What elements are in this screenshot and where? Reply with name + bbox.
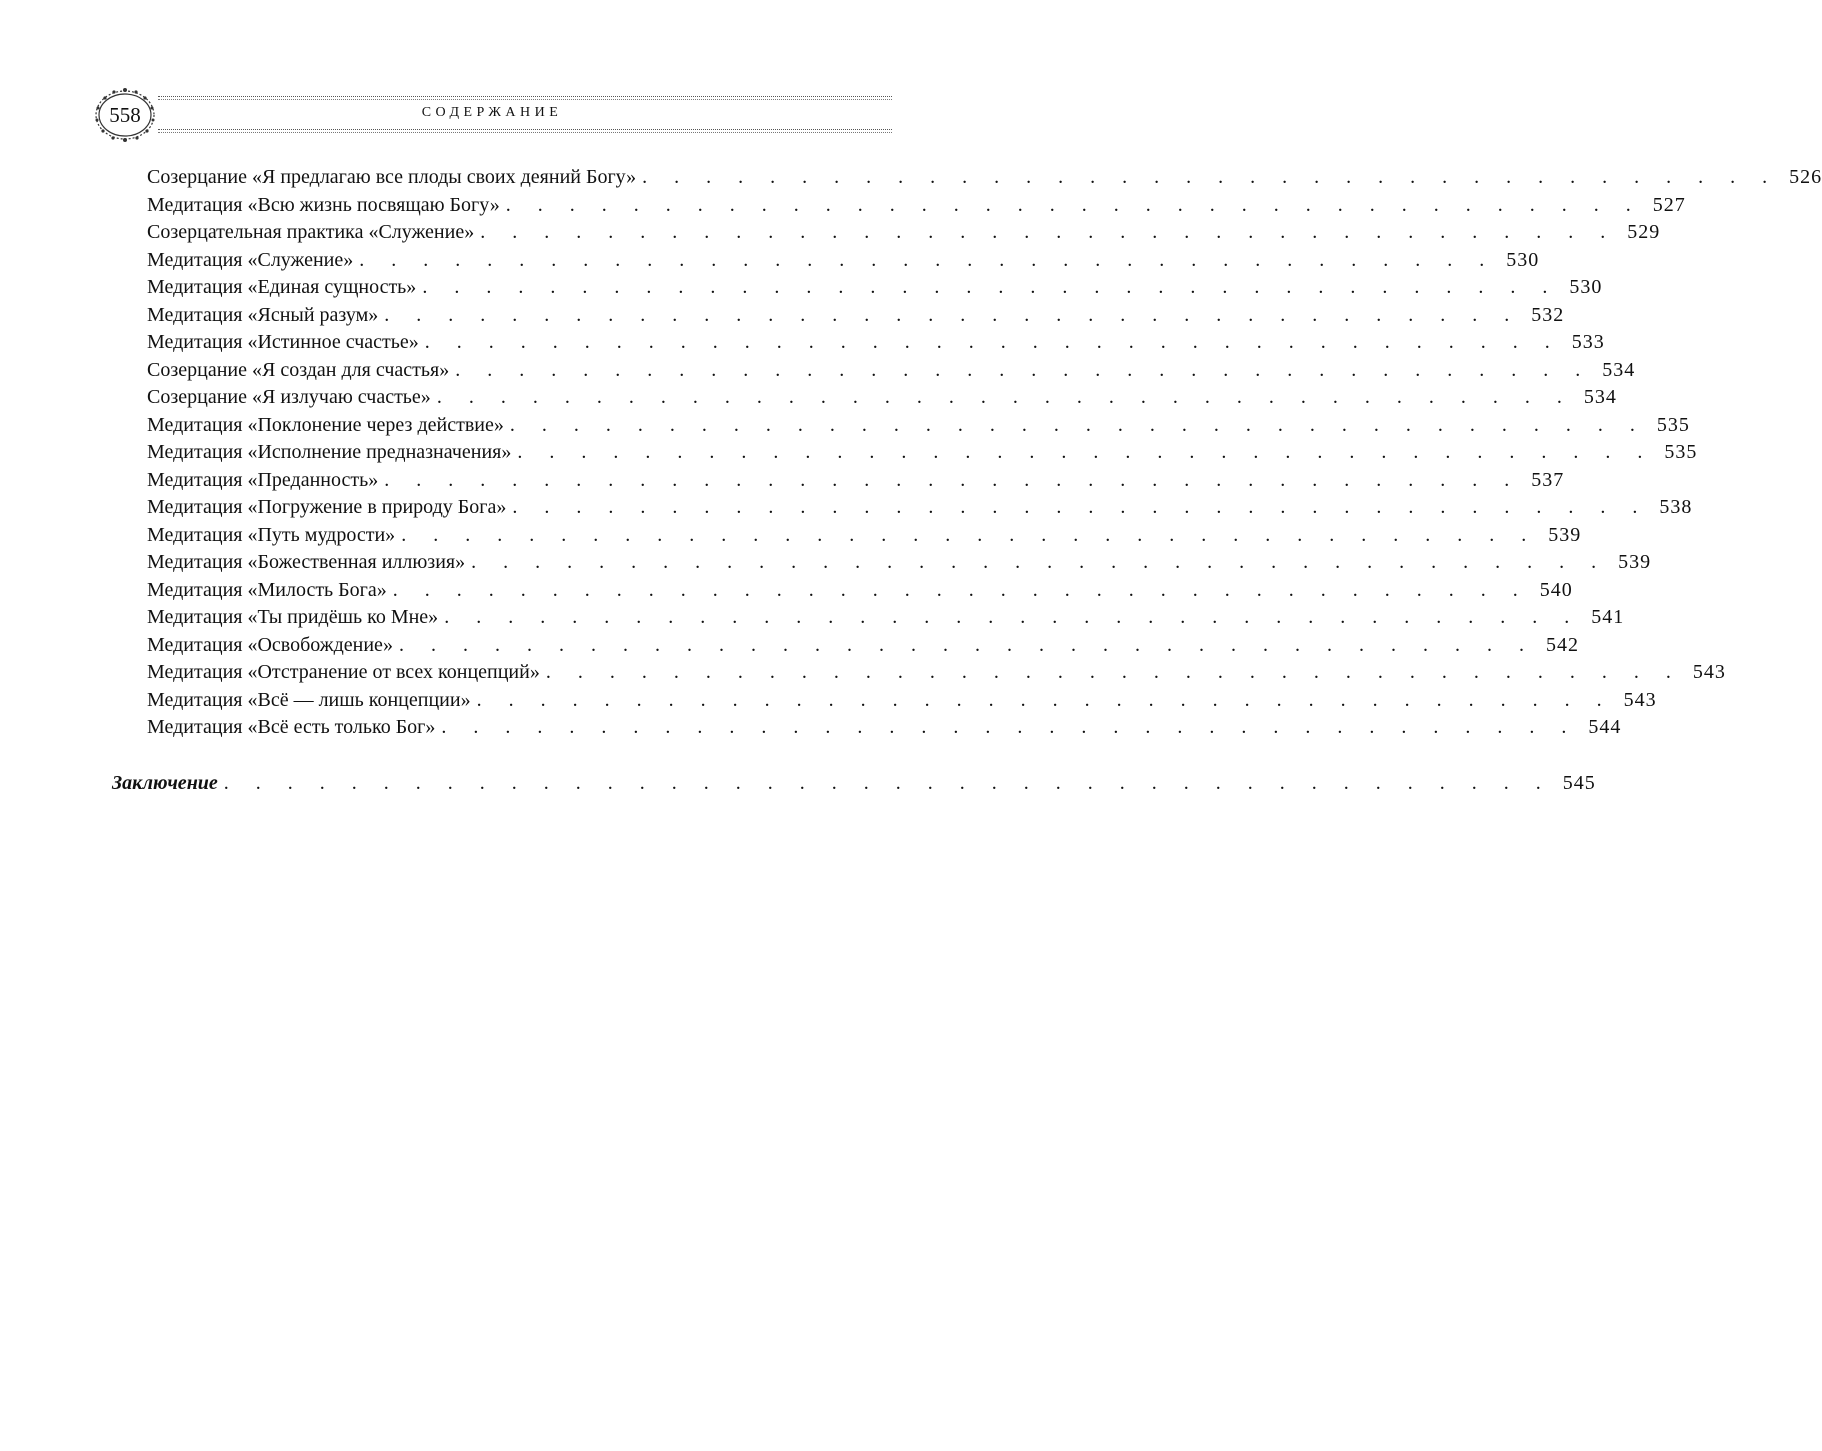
toc-dot-leader: . . . . . . . . . . . . . . . . . . . . . . . . . . . . . . . . . . . .	[424, 331, 1561, 353]
toc-entry-title: Созерцание «Я излучаю счастье»	[147, 386, 431, 408]
toc-entry-page: 529	[1627, 221, 1661, 243]
toc-dot-leader: . . . . . . . . . . . . . . . . . . . . . . . . . . . . . . . . . . . .	[441, 716, 1578, 738]
toc-dot-leader: . . . . . . . . . . . . . . . . . . . . . . . . . . . . . . . . . . . .	[545, 661, 1682, 683]
toc-dot-leader: . . . . . . . . . . . . . . . . . . . . . . . . . . . . . . . . . . . .	[509, 413, 1646, 436]
toc-dot-leader: . . . . . . . . . . . . . . . . . . . . . . . . . . . . . . . . . . . .	[455, 358, 1592, 381]
toc-entry-page: 541	[1591, 606, 1625, 628]
toc-entry[interactable]	[147, 632, 1579, 660]
toc-entry[interactable]	[147, 494, 1693, 522]
toc-entry-title: Заключение	[112, 772, 218, 794]
toc-entry[interactable]	[147, 467, 1565, 495]
toc-dot-leader: . . . . . . . . . . . . . . . . . . . . . . . . . . . . . . . . . . . .	[512, 496, 1649, 518]
toc-entry-title: Созерцание «Я создан для счастья»	[147, 358, 450, 381]
toc-entry-page: 539	[1548, 523, 1582, 546]
toc-entry-title: Медитация «Путь мудрости»	[147, 523, 396, 546]
toc-entry-page: 535	[1664, 441, 1698, 463]
toc-entry[interactable]	[147, 549, 1652, 577]
toc-dot-leader: . . . . . . . . . . . . . . . . . . . . . . . . . . . . . . . . . . . . . . . . . .	[223, 772, 1552, 794]
toc-entry[interactable]	[147, 412, 1690, 440]
toc-entry-title: Медитация «Отстранение от всех концепций»	[147, 661, 540, 683]
toc-entry-title: Медитация «Преданность»	[147, 468, 379, 491]
toc-entry[interactable]	[147, 302, 1565, 330]
toc-dot-leader: . . . . . . . . . . . . . . . . . . . . . . . . . . . . . . . . . . . .	[398, 633, 1535, 656]
toc-entry[interactable]	[147, 329, 1605, 357]
toc-entry-title: Медитация «Погружение в природу Бога»	[147, 496, 507, 518]
toc-entry-page: 538	[1659, 496, 1693, 518]
toc-entry-title: Медитация «Милость Бога»	[147, 578, 387, 601]
toc-entry-title: Медитация «Всю жизнь посвящаю Богу»	[147, 193, 500, 216]
toc-entry-page: 530	[1506, 248, 1540, 271]
toc-entry[interactable]	[147, 164, 1822, 192]
toc-entry[interactable]	[147, 247, 1540, 275]
toc-entry-conclusion[interactable]	[112, 770, 1596, 798]
toc-dot-leader: . . . . . . . . . . . . . . . . . . . . . . . . . . . . . . . . . . . .	[384, 468, 1521, 491]
toc-dot-leader: . . . . . . . . . . . . . . . . . . . . . . . . . . . . . . . . . . . .	[359, 248, 1496, 271]
toc-dot-leader: . . . . . . . . . . . . . . . . . . . . . . . . . . . . . . . . . . . .	[517, 441, 1654, 463]
toc-entry-page: 544	[1588, 716, 1622, 738]
header-rule-top-inner	[158, 99, 892, 100]
toc-entry-page: 542	[1545, 633, 1579, 656]
toc-entry[interactable]	[147, 192, 1686, 220]
toc-entry-title: Медитация «Божественная иллюзия»	[147, 551, 466, 573]
toc-dot-leader: . . . . . . . . . . . . . . . . . . . . . . . . . . . . . . . . . . . .	[480, 221, 1617, 243]
toc-entry-title: Медитация «Служение»	[147, 248, 354, 271]
toc-dot-leader: . . . . . . . . . . . . . . . . . . . . . . . . . . . . . . . . . . . .	[401, 523, 1538, 546]
toc-entry[interactable]	[147, 687, 1657, 715]
toc-entry-page: 545	[1562, 772, 1596, 794]
toc-entry-page: 530	[1569, 276, 1603, 298]
toc-entry[interactable]	[147, 357, 1636, 385]
toc-entry-page: 543	[1692, 661, 1726, 683]
toc-entry[interactable]	[147, 522, 1582, 550]
toc-entry-page: 527	[1652, 193, 1686, 216]
header-rule-top	[158, 96, 892, 97]
toc-entry[interactable]	[147, 604, 1625, 632]
toc-dot-leader: . . . . . . . . . . . . . . . . . . . . . . . . . . . . . . . . . . . .	[642, 166, 1779, 188]
toc-dot-leader: . . . . . . . . . . . . . . . . . . . . . . . . . . . . . . . . . . . .	[505, 193, 1642, 216]
toc-entry-title: Медитация «Ты придёшь ко Мне»	[147, 606, 439, 628]
page-header	[92, 82, 892, 148]
toc-entry-title: Медитация «Истинное счастье»	[147, 331, 419, 353]
header-rule-bottom-inner	[158, 132, 892, 133]
toc-entry[interactable]	[147, 274, 1603, 302]
toc-entry-page: 535	[1656, 413, 1690, 436]
toc-entry[interactable]	[147, 439, 1698, 467]
toc-entry-title: Медитация «Ясный разум»	[147, 303, 379, 326]
toc-dot-leader: . . . . . . . . . . . . . . . . . . . . . . . . . . . . . . . . . . . .	[384, 303, 1521, 326]
toc-entry-page: 534	[1602, 358, 1636, 381]
toc-dot-leader: . . . . . . . . . . . . . . . . . . . . . . . . . . . . . . . . . . . .	[392, 578, 1529, 601]
toc-list	[147, 164, 1822, 742]
header-rule-bottom	[158, 129, 892, 130]
toc-entry-page: 537	[1531, 468, 1565, 491]
toc-entry-page: 543	[1623, 688, 1657, 711]
toc-entry-page: 532	[1531, 303, 1565, 326]
toc-entry-title: Медитация «Поклонение через действие»	[147, 413, 504, 436]
toc-dot-leader: . . . . . . . . . . . . . . . . . . . . . . . . . . . . . . . . . . . .	[422, 276, 1559, 298]
toc-entry[interactable]	[147, 384, 1617, 412]
page-number: 558	[109, 103, 141, 127]
toc-dot-leader: . . . . . . . . . . . . . . . . . . . . . . . . . . . . . . . . . . . .	[471, 551, 1608, 573]
toc-entry-title: Медитация «Всё — лишь концепции»	[147, 688, 471, 711]
toc-entry[interactable]	[147, 659, 1726, 687]
toc-entry[interactable]	[147, 577, 1573, 605]
toc-entry-title: Медитация «Освобождение»	[147, 633, 393, 656]
toc-entry[interactable]	[147, 714, 1622, 742]
toc-dot-leader: . . . . . . . . . . . . . . . . . . . . . . . . . . . . . . . . . . . .	[476, 688, 1613, 711]
toc-entry[interactable]	[147, 219, 1661, 247]
toc-entry-title: Медитация «Всё есть только Бог»	[147, 716, 436, 738]
toc-entry-title: Медитация «Единая сущность»	[147, 276, 417, 298]
toc-entry-page: 526	[1789, 166, 1822, 188]
running-title: СОДЕРЖАНИЕ	[421, 105, 563, 120]
toc-entry-title: Созерцательная практика «Служение»	[147, 221, 475, 243]
toc-entry-page: 534	[1583, 386, 1617, 408]
toc-entry-title: Созерцание «Я предлагаю все плоды своих деяний Богу»	[147, 166, 637, 188]
toc-entry-page: 533	[1571, 331, 1605, 353]
toc-entry-title: Медитация «Исполнение предназначения»	[147, 441, 512, 463]
toc-entry-page: 540	[1539, 578, 1573, 601]
toc-dot-leader: . . . . . . . . . . . . . . . . . . . . . . . . . . . . . . . . . . . .	[436, 386, 1573, 408]
toc-entry-page: 539	[1618, 551, 1652, 573]
toc-dot-leader: . . . . . . . . . . . . . . . . . . . . . . . . . . . . . . . . . . . .	[444, 606, 1581, 628]
